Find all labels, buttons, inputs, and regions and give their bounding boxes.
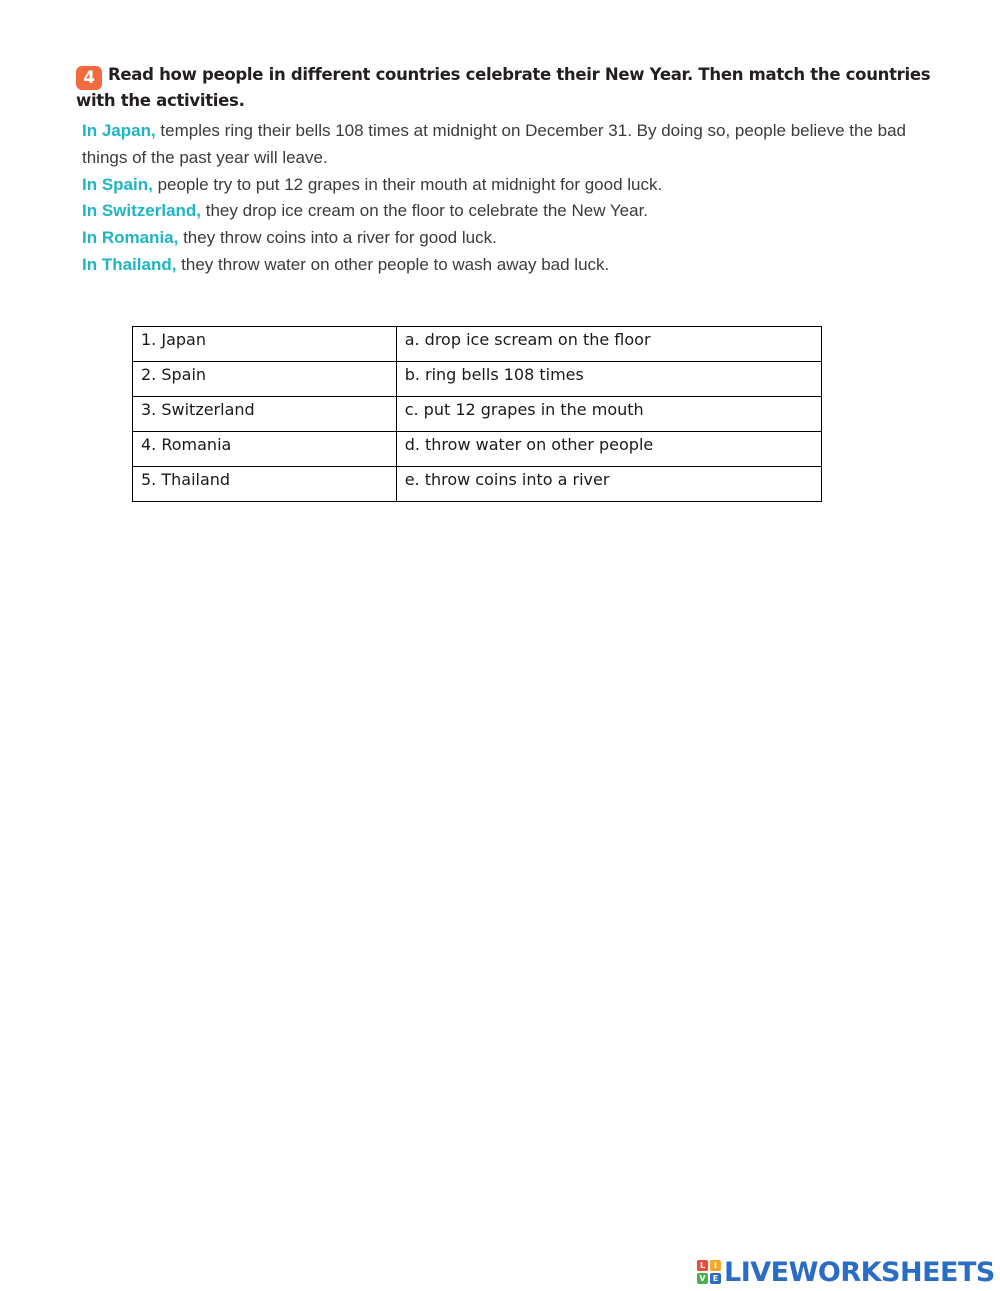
reading-paragraph — [82, 252, 952, 279]
reading-paragraph — [82, 225, 952, 252]
logo-text: LIVEWORKSHEETS — [724, 1256, 995, 1288]
reading-passage — [82, 118, 952, 279]
activity-cell[interactable]: e. throw coins into a river — [396, 467, 821, 502]
table-row — [133, 432, 822, 467]
reading-paragraph — [82, 118, 952, 172]
paragraph-text: they throw water on other people to wash away bad luck. — [176, 254, 610, 274]
country-cell[interactable]: 4. Romania — [133, 432, 397, 467]
country-lead: In Spain, — [82, 174, 153, 194]
paragraph-text: people try to put 12 grapes in their mouth at midnight for good luck. — [152, 174, 663, 194]
country-lead: In Switzerland, — [82, 201, 202, 221]
reading-paragraph — [82, 198, 952, 225]
country-lead: In Thailand, — [82, 254, 177, 274]
logo-block: L — [697, 1260, 708, 1271]
table-row — [133, 362, 822, 397]
country-cell[interactable]: 2. Spain — [133, 362, 397, 397]
activity-cell[interactable]: b. ring bells 108 times — [396, 362, 821, 397]
country-cell[interactable]: 3. Switzerland — [133, 397, 397, 432]
paragraph-text: they drop ice cream on the floor to celebrate the New Year. — [201, 201, 649, 221]
logo-blocks-icon — [697, 1260, 721, 1284]
country-lead: In Romania, — [82, 228, 179, 248]
logo-block: V — [697, 1273, 708, 1284]
matching-table — [132, 326, 822, 502]
logo-block: I — [710, 1260, 721, 1271]
country-lead: In Japan, — [82, 121, 156, 140]
activity-cell[interactable]: d. throw water on other people — [396, 432, 821, 467]
country-cell[interactable]: 1. Japan — [133, 327, 397, 362]
task-instruction-text: Read how people in different countries celebrate their New Year. Then match the countries with the activities. — [76, 65, 931, 110]
table-row — [133, 327, 822, 362]
country-cell[interactable]: 5. Thailand — [133, 467, 397, 502]
activity-cell[interactable]: a. drop ice scream on the floor — [396, 327, 821, 362]
activity-cell[interactable]: c. put 12 grapes in the mouth — [396, 397, 821, 432]
task-instruction — [76, 64, 936, 112]
paragraph-text: they throw coins into a river for good luck. — [178, 228, 497, 248]
task-number-badge: 4 — [76, 66, 102, 90]
liveworksheets-logo — [697, 1256, 995, 1288]
logo-block: E — [710, 1273, 721, 1284]
table-row — [133, 397, 822, 432]
paragraph-text: temples ring their bells 108 times at midnight on December 31. By doing so, people believe the bad things of the past year will leave. — [82, 121, 907, 167]
table-row — [133, 467, 822, 502]
reading-paragraph — [82, 172, 952, 199]
